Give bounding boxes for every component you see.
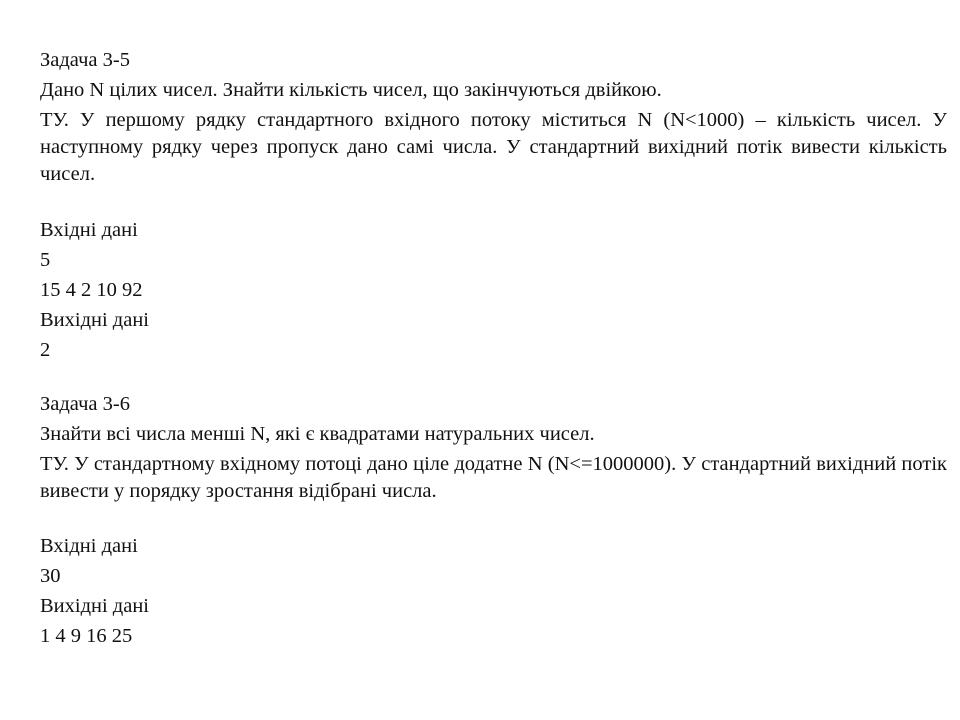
task-statement: Дано N цілих чисел. Знайти кількість чисел, що закінчуються двійкою. (40, 79, 662, 101)
input-label: Вхідні дані (40, 535, 138, 557)
output-line: 2 (40, 339, 51, 361)
output-label: Вихідні дані (40, 595, 150, 617)
input-line: 30 (40, 565, 61, 587)
output-line: 1 4 9 16 25 (40, 625, 133, 647)
task-statement: Знайти всі числа менші N, які є квадратами натуральних чисел. (40, 423, 595, 445)
task-conditions: ТУ. У першому рядку стандартного вхідного потоку міститься N (N<1000) – кількість чисел. У наступному рядку через пропуск дано самі числа. У стандартний вихідний потік вивести кількість чисел. (40, 109, 947, 185)
document-page (40, 45, 947, 651)
spacer (40, 506, 947, 531)
input-line: 15 4 2 10 92 (40, 279, 143, 301)
input-line: 5 (40, 249, 51, 271)
spacer (40, 189, 947, 215)
input-label: Вхідні дані (40, 219, 138, 241)
output-label: Вихідні дані (40, 309, 150, 331)
task-conditions: ТУ. У стандартному вхідному потоці дано ціле додатне N (N<=1000000). У стандартний вихідний потік вивести у порядку зростання відібрані числа. (40, 453, 947, 502)
task-3-6 (40, 389, 947, 651)
task-3-5 (40, 45, 947, 365)
spacer (40, 365, 947, 389)
task-title: Задача 3-5 (40, 49, 130, 71)
task-title: Задача 3-6 (40, 393, 130, 415)
